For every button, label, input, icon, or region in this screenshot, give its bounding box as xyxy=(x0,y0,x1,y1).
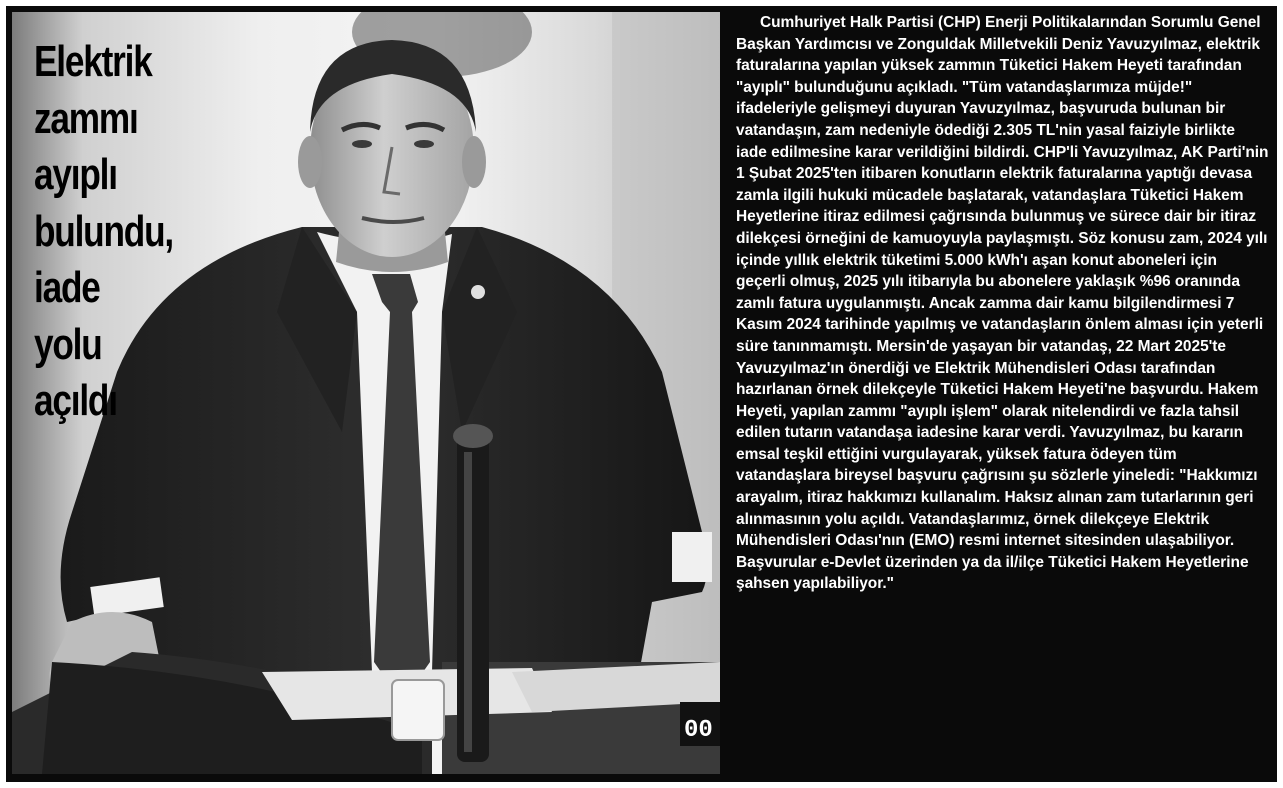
headline-line: zammı xyxy=(34,93,138,143)
headline-line: yolu xyxy=(34,319,102,369)
headline-line: ayıplı xyxy=(34,150,117,199)
speaker-photo xyxy=(12,12,720,774)
article-body: Cumhuriyet Halk Partisi (CHP) Enerji Politikalarından Sorumlu Genel Başkan Yardımcısı ve Zonguldak Milletvekili Deniz Yavuzyılmaz, elektrik faturalarına yapılan yüksek zammın Tüketici Hakem Heyeti tarafından "ayıplı" bulunduğunu açıkladı. "Tüm vatandaşlarımıza müjde!" ifadeleriyle gelişmeyi duyuran Yavuzyılmaz, başvuruda bulunan bir vatandaşın, zam nedeniyle ödediği 2.305 TL'nin yasal faiziyle birlikte iade edilmesine karar verildiğini bildirdi. CHP'li Yavuzyılmaz, AK Parti'nin 1 Şubat 2025'ten itibaren konutların elektrik faturalarına yaptığı devasa zamla ilgili hukuki mücadele başlatarak, vatandaşlara Tüketici Hakem Heyetlerine itiraz edilmesi çağrısında bulunmuş ve sürece dair bir itiraz dilekçesi örneğini de kamuoyuyla paylaşmıştı. Söz konusu zam, 2024 yılı içinde yıllık elektrik tüketimi 5.000 kWh'ı aşan konut aboneleri için geçerli olmuş, 2025 yılı itibarıyla bu abonelere yaklaşık %96 oranında zamlı fatura uygulanmıştı. Ancak zamma dair kamu bilgilendirmesi 7 Kasım 2024 tarihinde yapılmış ve vatandaşların önlem alması için yeterli süre tanınmamıştı. Mersin'de yaşayan bir vatandaş, 22 Mart 2025'te Yavuzyılmaz'ın önerdiği ve Elektrik Mühendisleri Odası tarafından hazırlanan örnek dilekçeyle Tüketici Hakem Heyeti'ne başvurdu. Hakem Heyeti, yapılan zammı "ayıplı işlem" olarak nitelendirdi ve fazla tahsil edilen tutarın vatandaşa iadesine karar verdi. Yavuzyılmaz, bu kararın emsal teşkil ettiğini vurgulayarak, yüksek fatura ödeyen tüm vatandaşlara bireysel başvuru çağrısını şu sözlerle yineledi: "Hakkımızı arayalım, itiraz hakkımızı kullanalım. Haksız alınan zam tutarlarının geri alınmasının yolu açıldı. Vatandaşlarımız, örnek dilekçeye Elektrik Mühendisleri Odası'nın (EMO) resmi internet sitesinden ulaşabiliyor. Başvurular e-Devlet üzerinden ya da il/ilçe Tüketici Hakem Heyetlerine şahsen yapılabiliyor." xyxy=(736,14,1269,593)
article-column xyxy=(736,12,1269,774)
headline-line: bulundu, xyxy=(34,206,173,256)
headline-line: iade xyxy=(34,263,100,312)
podium-counter: 00 xyxy=(684,717,713,744)
headline xyxy=(34,34,186,430)
headline-line: Elektrik xyxy=(34,37,152,86)
headline-line: açıldı xyxy=(34,376,117,425)
